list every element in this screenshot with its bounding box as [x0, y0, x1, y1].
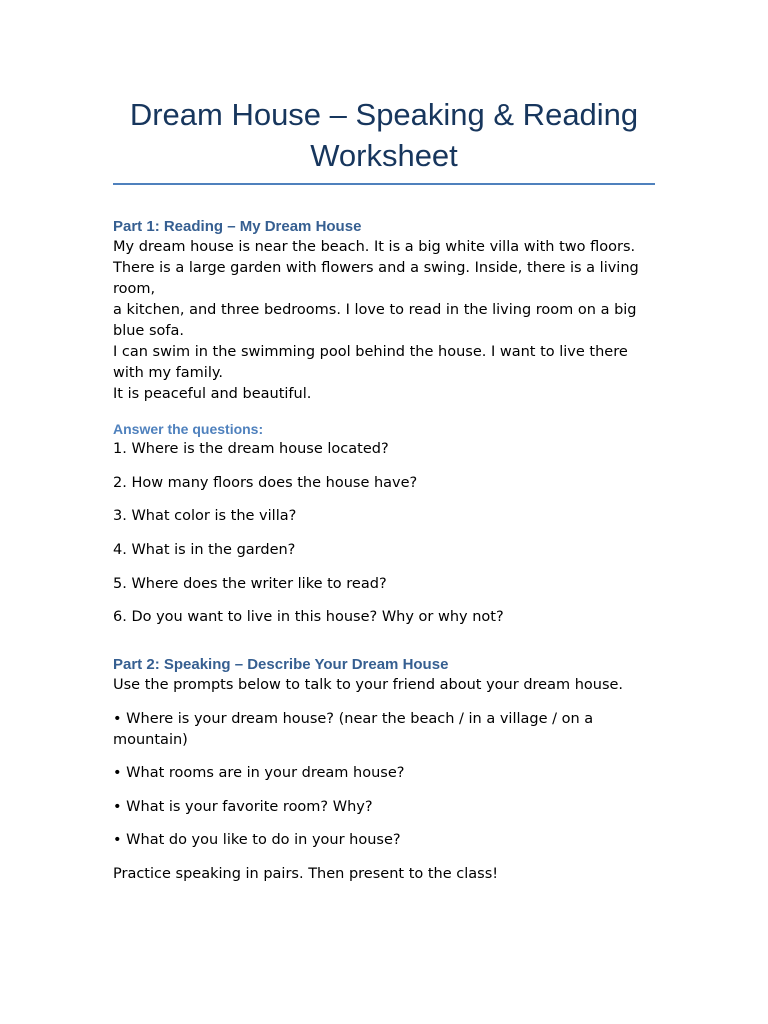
part2-heading: Part 2: Speaking – Describe Your Dream House — [113, 656, 449, 674]
prompt-item: • What is your favorite room? Why? — [113, 798, 373, 815]
passage-line: a kitchen, and three bedrooms. I love to read in the living room on a big blue sofa. — [113, 302, 637, 339]
passage-line: I can swim in the swimming pool behind the house. I want to live there with my family. — [113, 344, 628, 381]
passage-line: My dream house is near the beach. It is a big white villa with two floors. — [113, 239, 636, 255]
questions-list — [113, 439, 655, 628]
prompt-item: • What do you like to do in your house? — [113, 832, 401, 849]
question-item: 5. Where does the writer like to read? — [113, 575, 387, 592]
part1-section — [113, 217, 655, 628]
questions-heading: Answer the questions: — [113, 421, 264, 437]
question-item: 6. Do you want to live in this house? Why or why not? — [113, 609, 504, 626]
part1-heading: Part 1: Reading – My Dream House — [113, 218, 362, 235]
prompt-item: • What rooms are in your dream house? — [113, 765, 405, 782]
question-item: 3. What color is the villa? — [113, 508, 297, 525]
part2-intro: Use the prompts below to talk to your friend about your dream house. — [113, 677, 624, 694]
part2-section — [113, 655, 655, 885]
question-item: 1. Where is the dream house located? — [113, 441, 389, 457]
prompt-item: • Where is your dream house? (near the beach / in a village / on a mountain) — [113, 710, 594, 748]
worksheet-page — [113, 94, 655, 885]
title-divider — [113, 183, 655, 185]
prompts-list — [113, 709, 655, 852]
closing-instruction: Practice speaking in pairs. Then present to the class! — [113, 865, 499, 882]
passage-line: There is a large garden with flowers and a swing. Inside, there is a living room, — [113, 260, 639, 297]
question-item: 4. What is in the garden? — [113, 542, 296, 559]
page-title: Dream House – Speaking & Reading Worksheet — [129, 97, 639, 173]
passage-line: It is peaceful and beautiful. — [113, 386, 312, 402]
question-item: 2. How many floors does the house have? — [113, 474, 418, 491]
reading-passage — [113, 237, 655, 405]
